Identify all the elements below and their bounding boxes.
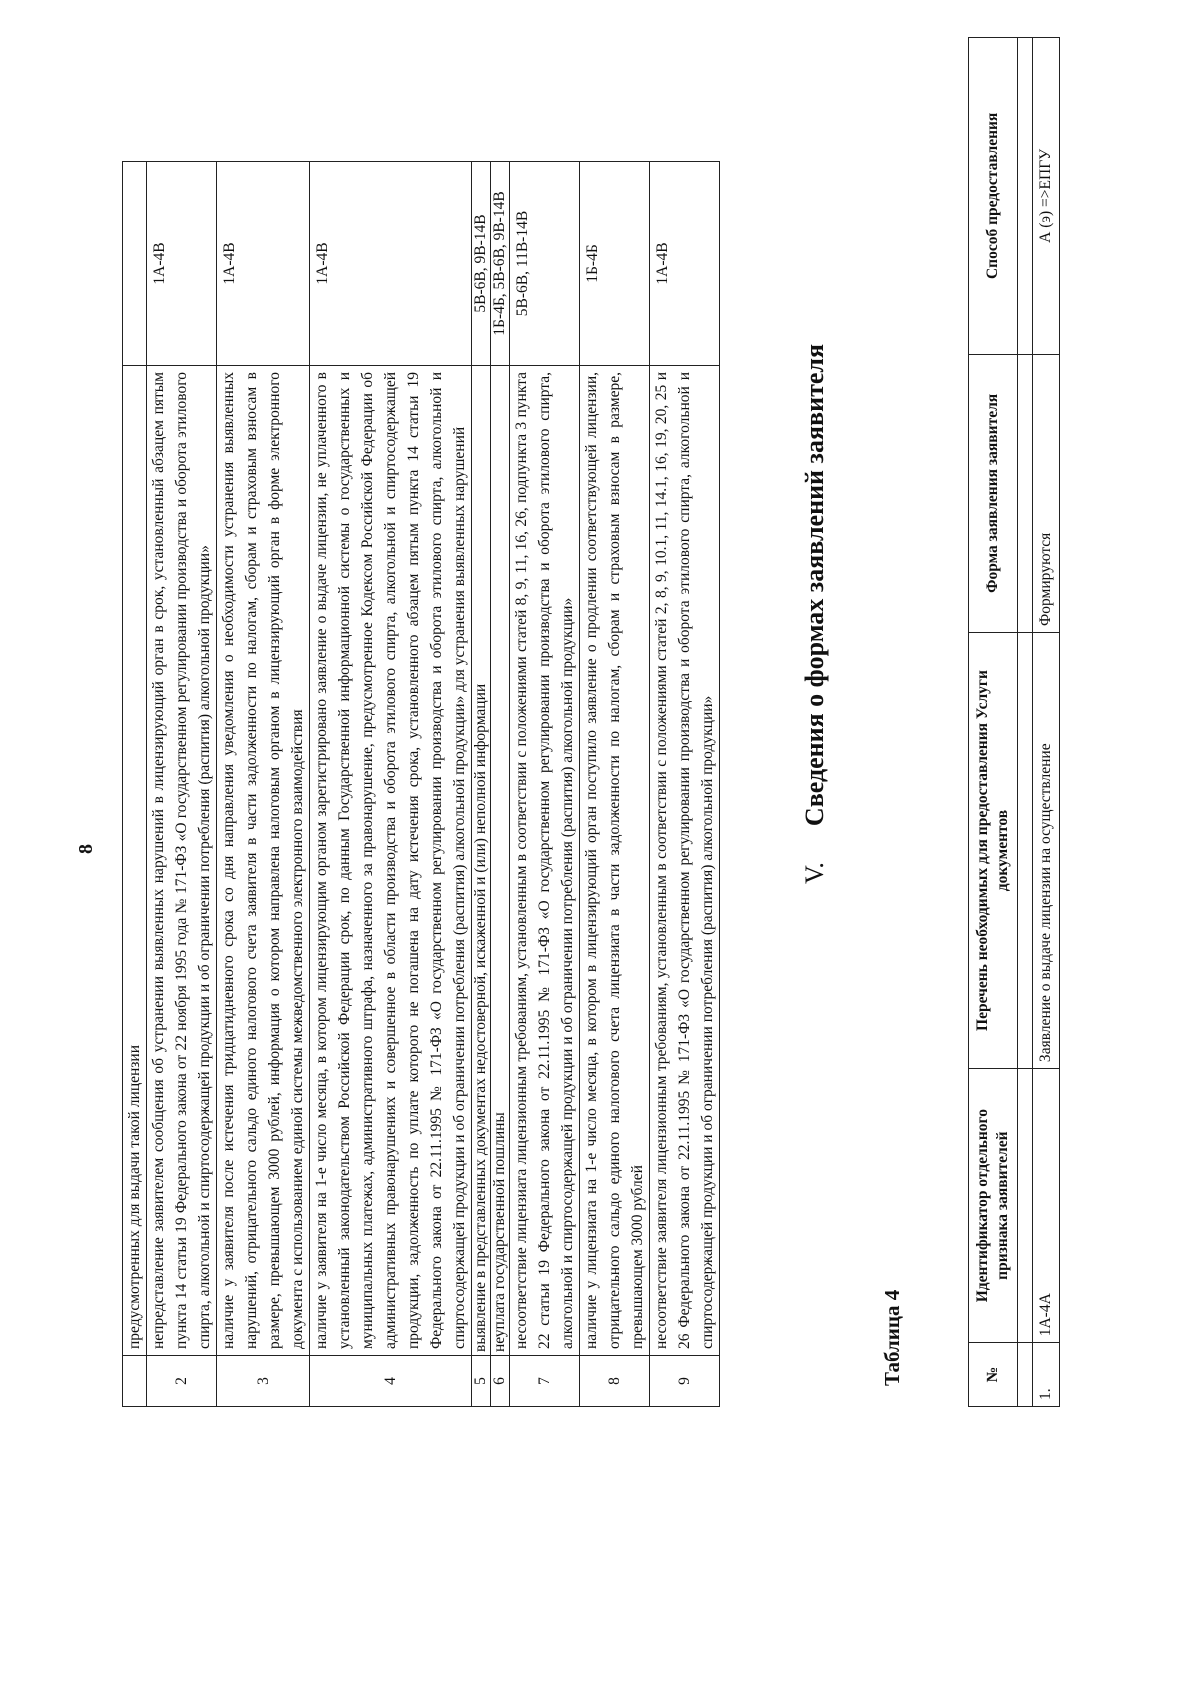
table-row — [510, 162, 580, 1407]
row-text: непредставление заявителем сообщения об устранении выявленных нарушений в лицензирующий орган в срок, установленный абзацем пятым пункта 14 статьи 19 Федерального закона от 22 ноября 1995 года № 171-ФЗ «О государственном регулировании производства и оборота этилового спирта, алкогольной и спиртосодержащей продукции и об ограничении потребления (распития) алкогольной продукции» — [147, 366, 217, 1356]
row-number: 5 — [472, 1356, 491, 1407]
row-text: наличие у лицензиата на 1-е число месяца, в котором в лицензирующий орган поступило заявление о продлении соответствующей лицензии, отрицательного сальдо единого налогового счета лицензиата в части задолженности по налогам, сборам и страховым взносам в размере, превышающем 3000 рублей — [580, 366, 650, 1356]
refusal-grounds-table — [122, 161, 720, 1407]
row-code: 1А-4В — [217, 162, 310, 366]
row-code: 1А-4В — [650, 162, 720, 366]
row-identifier: 1А-4А — [1033, 1069, 1060, 1343]
row-text: предусмотренных для выдачи такой лицензии — [123, 366, 147, 1356]
column-header-method: Способ предоставления — [969, 38, 1018, 355]
row-number: 6 — [491, 1356, 510, 1407]
table-row — [472, 162, 491, 1407]
column-header-identifier: Идентификатор отдельного признака заявителей — [969, 1069, 1018, 1343]
row-number — [123, 1356, 147, 1407]
page-number: 8 — [75, 844, 97, 854]
row-text: наличие у заявителя на 1-е число месяца, в котором лицензирующим органом зарегистрировано заявление о выдаче лицензии, не уплаченного в установленный законодательством Российской Федерации срок, по данным Государственной информационной системы о государственных и муниципальных платежах, административного штрафа, назначенного за правонарушение, предусмотренное Кодексом Российской Федерации об административных правонарушениях и совершенное в области производства и оборота этилового спирта, алкогольной и спиртосодержащей продукции, задолженность по уплате которого не погашена на дату истечения срока, установленного абзацем пятым пункта 14 статьи 19 Федерального закона от 22.11.1995 № 171-ФЗ «О государственном регулировании производства и оборота этилового спирта, алкогольной и спиртосодержащей продукции и об ограничении потребления (распития) алкогольной продукции» для устранения выявленных нарушений — [310, 366, 472, 1356]
table-row — [491, 162, 510, 1407]
row-documents: Заявление о выдаче лицензии на осуществление — [1033, 632, 1060, 1068]
row-number: 8 — [580, 1356, 650, 1407]
row-code: 5В-6В, 9В-14В — [472, 162, 491, 366]
section-heading — [800, 344, 830, 884]
row-text: несоответствие заявителя лицензионным требованиям, установленным в соответствии с положениями статей 2, 8, 9, 10.1, 11, 14.1, 16, 19, 20, 25 и 26 Федерального закона от 22.11.1995 № 171-ФЗ «О государственном регулировании производства и оборота этилового спирта, алкогольной и спиртосодержащей продукции и об ограничении потребления (распития) алкогольной продукции» — [650, 366, 720, 1356]
row-number: 2 — [147, 1356, 217, 1407]
row-code: 1А-4В — [147, 162, 217, 366]
table-row — [310, 162, 472, 1407]
table-row — [217, 162, 310, 1407]
row-number: 3 — [217, 1356, 310, 1407]
row-text: выявление в представленных документах недостоверной, искаженной и (или) неполной информации — [472, 366, 491, 1356]
table-row — [580, 162, 650, 1407]
table-row — [147, 162, 217, 1407]
row-code: 1Б-4Б — [580, 162, 650, 366]
row-number: 1. — [1033, 1343, 1060, 1407]
table-row — [650, 162, 720, 1407]
row-code: 1А-4В — [310, 162, 472, 366]
row-number: 9 — [650, 1356, 720, 1407]
row-code — [123, 162, 147, 366]
column-header-documents: Перечень необходимых для предоставления Услуги документов — [969, 632, 1018, 1068]
row-method: А (э) =>ЕПГУ — [1033, 38, 1060, 355]
table-header-row — [969, 38, 1018, 1407]
column-header-form: Форма заявления заявителя — [969, 354, 1018, 632]
row-code: 1Б-4Б, 5В-6В, 9В-14В — [491, 162, 510, 366]
section-number: V. — [800, 862, 829, 884]
row-text: неуплата государственной пошлины — [491, 366, 510, 1356]
application-forms-table — [968, 37, 1060, 1407]
column-header-number: № — [969, 1343, 1018, 1407]
table-row — [123, 162, 147, 1407]
row-number: 4 — [310, 1356, 472, 1407]
section-title: Сведения о формах заявлений заявителя — [800, 343, 829, 827]
row-number: 7 — [510, 1356, 580, 1407]
row-form: Формируются — [1033, 354, 1060, 632]
table-row — [1033, 38, 1060, 1407]
spacer-row — [1018, 38, 1033, 1407]
table-caption: Таблица 4 — [880, 1289, 904, 1386]
row-text: наличие у заявителя после истечения тридцатидневного срока со дня направления уведомления о необходимости устранения выявленных нарушений, отрицательного сальдо единого налогового счета заявителя в части задолженности по налогам, сборам и страховым взносам в размере, превышающем 3000 рублей, информация о котором направлена налоговым органом в лицензирующий орган в форме электронного документа с использованием единой системы межведомственного электронного взаимодействия — [217, 366, 310, 1356]
row-code: 5В-6В, 11В-14В — [510, 162, 580, 366]
row-text: несоответствие лицензиата лицензионным требованиям, установленным в соответствии с положениями статей 8, 9, 11, 16, 26, подпункта 3 пункта 22 статьи 19 Федерального закона от 22.11.1995 № 171-ФЗ «О государственном регулировании производства и оборота этилового спирта, алкогольной и спиртосодержащей продукции и об ограничении потребления (распития) алкогольной продукции» — [510, 366, 580, 1356]
